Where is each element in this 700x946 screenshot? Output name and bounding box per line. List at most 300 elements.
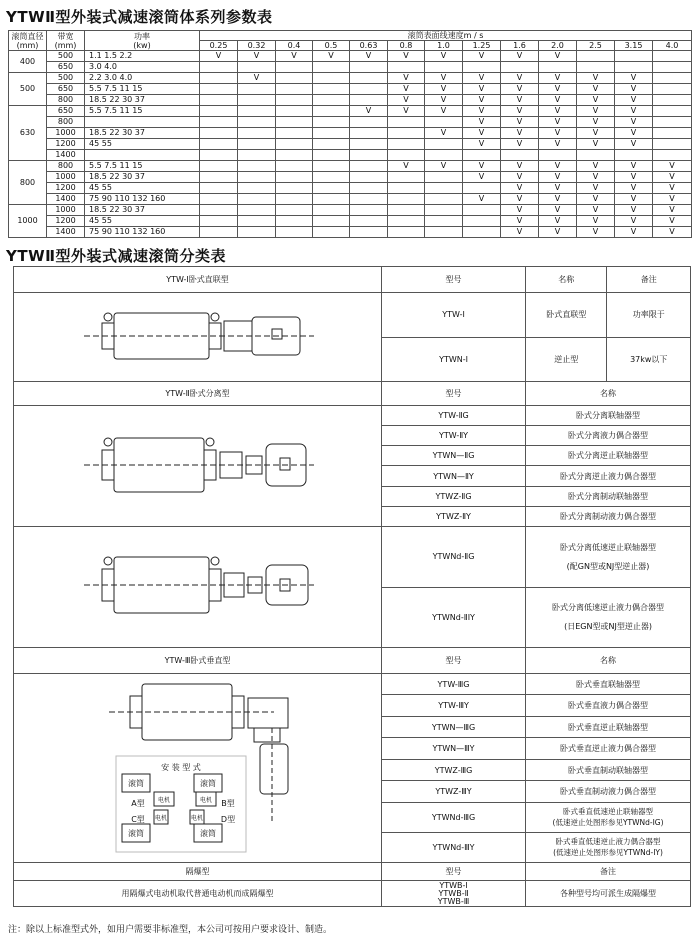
speed-mark-cell [313, 106, 350, 117]
speed-mark-cell: V [577, 227, 615, 238]
speed-mark-cell [276, 150, 313, 161]
speed-mark-cell [276, 62, 313, 73]
speed-mark-cell [350, 227, 388, 238]
drawing-low-speed-backstop [14, 527, 382, 648]
speed-mark-cell [425, 216, 463, 227]
speed-mark-cell: V [653, 227, 692, 238]
speed-mark-cell [350, 161, 388, 172]
belt-cell: 650 [47, 62, 85, 73]
speed-mark-cell: V [501, 139, 539, 150]
s2-name-5: 卧式分离制动液力偶合器型 [526, 506, 691, 526]
speed-mark-cell [425, 117, 463, 128]
speed-mark-cell: V [463, 194, 501, 205]
header-diameter: 滚筒直径 (mm) [9, 31, 47, 51]
speed-mark-cell [388, 172, 425, 183]
belt-cell: 650 [47, 106, 85, 117]
speed-mark-cell [350, 139, 388, 150]
power-cell: 18.5 22 30 37 [85, 172, 200, 183]
section4-title: 隔爆型 [14, 863, 382, 881]
speed-mark-cell [653, 73, 692, 84]
speed-mark-cell: V [276, 51, 313, 62]
power-cell: 75 90 110 132 160 [85, 227, 200, 238]
param-row [9, 139, 692, 150]
s2-model-2: YTWN—ⅡG [382, 446, 526, 466]
speed-mark-cell: V [615, 128, 653, 139]
speed-mark-cell [350, 216, 388, 227]
s2b-name-0: 卧式分离低速逆止联轴器型 (配GN型或NJ型逆止器) [526, 527, 691, 588]
param-row [9, 150, 692, 161]
section3-header-model: 型号 [382, 648, 526, 674]
belt-cell: 1400 [47, 194, 85, 205]
install-motor-c: 电机 [154, 815, 168, 822]
speed-mark-cell [276, 161, 313, 172]
s2-name-2: 卧式分离逆止联轴器型 [526, 446, 691, 466]
power-cell: 45 55 [85, 216, 200, 227]
s3-model-3: YTWN—ⅢY [382, 738, 526, 759]
param-row [9, 73, 692, 84]
speed-mark-cell [388, 128, 425, 139]
speed-mark-cell: V [200, 51, 238, 62]
speed-mark-cell: V [501, 95, 539, 106]
speed-mark-cell [200, 216, 238, 227]
speed-mark-cell [615, 150, 653, 161]
speed-mark-cell [350, 183, 388, 194]
param-row [9, 95, 692, 106]
power-cell: 45 55 [85, 183, 200, 194]
speed-mark-cell: V [615, 227, 653, 238]
speed-mark-cell [200, 128, 238, 139]
section4-desc: 用隔爆式电动机取代普通电动机而成隔爆型 [14, 881, 382, 907]
speed-mark-cell [238, 95, 276, 106]
speed-mark-cell: V [463, 51, 501, 62]
drawing-horizontal-separate [14, 406, 382, 527]
speed-mark-cell [577, 51, 615, 62]
speed-mark-cell [350, 128, 388, 139]
speed-mark-cell: V [463, 139, 501, 150]
param-row [9, 172, 692, 183]
speed-mark-cell [653, 84, 692, 95]
speed-mark-cell: V [388, 73, 425, 84]
s1-name-0: 卧式直联型 [526, 293, 607, 338]
speed-mark-cell: V [425, 128, 463, 139]
speed-mark-cell [313, 161, 350, 172]
speed-mark-cell: V [577, 216, 615, 227]
install-drum-c: 滚筒 [128, 829, 144, 838]
power-cell [85, 150, 200, 161]
speed-mark-cell: V [615, 194, 653, 205]
s3-name-3: 卧式垂直逆止液力偶合器型 [526, 738, 691, 759]
speed-mark-cell [350, 172, 388, 183]
diameter-cell: 630 [9, 106, 47, 161]
s2-model-1: YTW-ⅡY [382, 426, 526, 446]
speed-header: 0.4 [276, 41, 313, 51]
speed-mark-cell [276, 172, 313, 183]
speed-mark-cell [313, 183, 350, 194]
s3b-model-0: YTWNd-ⅢG [382, 802, 526, 832]
diameter-cell: 500 [9, 73, 47, 106]
speed-header: 3.15 [615, 41, 653, 51]
install-label-a: A型 [131, 799, 145, 808]
speed-mark-cell: V [577, 183, 615, 194]
speed-mark-cell: V [501, 51, 539, 62]
power-cell: 5.5 7.5 11 15 [85, 106, 200, 117]
speed-mark-cell: V [539, 172, 577, 183]
speed-mark-cell [425, 205, 463, 216]
speed-mark-cell [425, 183, 463, 194]
speed-mark-cell: V [653, 216, 692, 227]
speed-mark-cell [350, 62, 388, 73]
speed-mark-cell: V [615, 161, 653, 172]
speed-mark-cell [238, 227, 276, 238]
speed-mark-cell [615, 62, 653, 73]
speed-mark-cell [200, 95, 238, 106]
speed-mark-cell [313, 95, 350, 106]
speed-header: 4.0 [653, 41, 692, 51]
speed-mark-cell [653, 150, 692, 161]
speed-mark-cell [276, 95, 313, 106]
speed-mark-cell [200, 106, 238, 117]
belt-cell: 1000 [47, 172, 85, 183]
speed-mark-cell: V [463, 106, 501, 117]
speed-mark-cell: V [501, 128, 539, 139]
speed-mark-cell: V [539, 205, 577, 216]
speed-mark-cell [200, 183, 238, 194]
speed-mark-cell [425, 62, 463, 73]
speed-mark-cell: V [425, 161, 463, 172]
diameter-cell: 800 [9, 161, 47, 205]
speed-mark-cell [388, 150, 425, 161]
speed-mark-cell: V [463, 161, 501, 172]
speed-mark-cell [463, 150, 501, 161]
speed-mark-cell: V [615, 183, 653, 194]
speed-mark-cell: V [653, 194, 692, 205]
speed-mark-cell: V [388, 51, 425, 62]
speed-mark-cell [425, 227, 463, 238]
speed-mark-cell [313, 73, 350, 84]
speed-mark-cell: V [539, 216, 577, 227]
speed-mark-cell [276, 194, 313, 205]
speed-mark-cell [350, 73, 388, 84]
belt-cell: 1200 [47, 183, 85, 194]
section2-header-model: 型号 [382, 382, 526, 406]
param-row [9, 51, 692, 62]
section4-header-model: 型号 [382, 863, 526, 881]
speed-mark-cell: V [653, 205, 692, 216]
install-drum-a: 滚筒 [128, 779, 144, 788]
speed-mark-cell: V [539, 51, 577, 62]
speed-mark-cell [653, 139, 692, 150]
belt-cell: 650 [47, 84, 85, 95]
speed-mark-cell: V [501, 205, 539, 216]
power-cell: 1.1 1.5 2.2 [85, 51, 200, 62]
speed-mark-cell [388, 183, 425, 194]
classification-table [13, 266, 691, 907]
speed-mark-cell [577, 62, 615, 73]
s3b-model-1: YTWNd-ⅢY [382, 832, 526, 862]
speed-header: 0.25 [200, 41, 238, 51]
power-cell: 18.5 22 30 37 [85, 205, 200, 216]
speed-mark-cell [350, 84, 388, 95]
speed-mark-cell: V [615, 106, 653, 117]
speed-mark-cell [238, 62, 276, 73]
speed-mark-cell [238, 106, 276, 117]
speed-mark-cell: V [463, 128, 501, 139]
speed-mark-cell: V [463, 95, 501, 106]
s3-model-5: YTWZ-ⅢY [382, 781, 526, 802]
speed-mark-cell [653, 117, 692, 128]
speed-mark-cell: V [388, 106, 425, 117]
power-cell: 5.5 7.5 11 15 [85, 161, 200, 172]
s3-model-0: YTW-ⅢG [382, 674, 526, 695]
install-motor-a: 电机 [157, 797, 171, 804]
speed-mark-cell [388, 117, 425, 128]
speed-mark-cell: V [615, 216, 653, 227]
speed-mark-cell [463, 183, 501, 194]
speed-mark-cell [350, 205, 388, 216]
speed-mark-cell: V [539, 194, 577, 205]
speed-mark-cell: V [615, 95, 653, 106]
speed-mark-cell: V [577, 205, 615, 216]
power-cell: 18.5 22 30 37 [85, 128, 200, 139]
speed-mark-cell [200, 227, 238, 238]
s1-note-1: 37kw以下 [607, 337, 691, 382]
speed-mark-cell [200, 84, 238, 95]
speed-mark-cell: V [615, 84, 653, 95]
speed-mark-cell [200, 139, 238, 150]
install-drum-b: 滚筒 [200, 779, 216, 788]
speed-mark-cell [388, 216, 425, 227]
s3-name-5: 卧式垂直制动液力偶合器型 [526, 781, 691, 802]
speed-mark-cell [313, 139, 350, 150]
speed-mark-cell [238, 194, 276, 205]
speed-mark-cell [313, 117, 350, 128]
speed-mark-cell [313, 216, 350, 227]
header-power: 功率 (kw) [85, 31, 200, 51]
param-row [9, 106, 692, 117]
speed-mark-cell: V [501, 183, 539, 194]
param-row [9, 205, 692, 216]
speed-mark-cell [501, 62, 539, 73]
speed-mark-cell: V [313, 51, 350, 62]
param-row [9, 62, 692, 73]
speed-mark-cell: V [501, 73, 539, 84]
power-cell: 2.2 3.0 4.0 [85, 73, 200, 84]
speed-mark-cell [653, 95, 692, 106]
speed-mark-cell: V [388, 84, 425, 95]
header-belt-width: 带宽 (mm) [47, 31, 85, 51]
power-cell: 18.5 22 30 37 [85, 95, 200, 106]
param-row [9, 227, 692, 238]
section3-header-name: 名称 [526, 648, 691, 674]
speed-mark-cell: V [463, 117, 501, 128]
speed-mark-cell [313, 227, 350, 238]
s2-model-0: YTW-ⅡG [382, 406, 526, 426]
speed-mark-cell [200, 194, 238, 205]
power-cell: 75 90 110 132 160 [85, 194, 200, 205]
belt-cell: 800 [47, 95, 85, 106]
speed-mark-cell [276, 183, 313, 194]
param-row [9, 161, 692, 172]
speed-mark-cell [313, 194, 350, 205]
speed-mark-cell [425, 150, 463, 161]
install-label-b: B型 [221, 799, 235, 808]
header-speed: 滚筒表面线速度m / s [200, 31, 692, 41]
speed-mark-cell: V [501, 227, 539, 238]
speed-mark-cell: V [501, 216, 539, 227]
belt-cell: 1000 [47, 205, 85, 216]
footnote: 注：除以上标准型式外，如用户需要非标准型，本公司可按用户要求设计、制造。 [8, 925, 333, 935]
speed-mark-cell [615, 51, 653, 62]
param-table-title: YTWⅡ型外装式减速滚筒体系列参数表 [6, 8, 273, 26]
speed-header: 0.63 [350, 41, 388, 51]
speed-mark-cell [350, 150, 388, 161]
speed-mark-cell: V [388, 161, 425, 172]
install-label-d: D型 [220, 815, 236, 824]
belt-cell: 500 [47, 73, 85, 84]
speed-mark-cell [425, 139, 463, 150]
speed-mark-cell: V [539, 139, 577, 150]
speed-mark-cell [276, 227, 313, 238]
install-title: 安 装 型 式 [161, 763, 201, 772]
speed-mark-cell: V [425, 51, 463, 62]
s2b-model-1: YTWNd-ⅡIY [382, 587, 526, 648]
param-table [8, 30, 692, 238]
speed-mark-cell: V [463, 84, 501, 95]
section2-title: YTW-Ⅱ卧式分离型 [14, 382, 382, 406]
s2-name-1: 卧式分离液力偶合器型 [526, 426, 691, 446]
s3b-name-0: 卧式垂直低速逆止联轴器型 (低速逆止处图形参见YTWNd-IG) [526, 802, 691, 832]
speed-mark-cell: V [501, 84, 539, 95]
param-row [9, 84, 692, 95]
speed-mark-cell [276, 106, 313, 117]
speed-mark-cell: V [539, 84, 577, 95]
speed-mark-cell: V [577, 194, 615, 205]
speed-mark-cell [425, 172, 463, 183]
speed-mark-cell [313, 172, 350, 183]
param-row [9, 117, 692, 128]
belt-cell: 800 [47, 117, 85, 128]
speed-mark-cell: V [425, 95, 463, 106]
install-drum-d: 滚筒 [200, 829, 216, 838]
speed-mark-cell: V [615, 117, 653, 128]
belt-cell: 1200 [47, 216, 85, 227]
speed-mark-cell [539, 150, 577, 161]
speed-mark-cell [238, 128, 276, 139]
param-row [9, 194, 692, 205]
drawing-vertical [14, 674, 382, 863]
speed-mark-cell: V [653, 161, 692, 172]
speed-mark-cell: V [539, 95, 577, 106]
speed-mark-cell: V [577, 128, 615, 139]
speed-mark-cell: V [463, 172, 501, 183]
speed-header: 0.5 [313, 41, 350, 51]
speed-mark-cell: V [501, 117, 539, 128]
power-cell: 3.0 4.0 [85, 62, 200, 73]
speed-header: 2.5 [577, 41, 615, 51]
speed-mark-cell [200, 62, 238, 73]
drawing-horizontal-direct [14, 293, 382, 382]
s2b-model-0: YTWNd-ⅡG [382, 527, 526, 588]
s2-model-3: YTWN—ⅡY [382, 466, 526, 486]
speed-mark-cell [313, 84, 350, 95]
speed-mark-cell: V [577, 172, 615, 183]
section2-header-name: 名称 [526, 382, 691, 406]
speed-mark-cell: V [539, 73, 577, 84]
speed-mark-cell: V [425, 84, 463, 95]
speed-mark-cell: V [615, 73, 653, 84]
s2-model-4: YTWZ-ⅡG [382, 486, 526, 506]
speed-mark-cell: V [501, 194, 539, 205]
speed-mark-cell [238, 139, 276, 150]
speed-mark-cell [200, 73, 238, 84]
param-row [9, 183, 692, 194]
speed-mark-cell [388, 227, 425, 238]
speed-mark-cell: V [577, 139, 615, 150]
speed-mark-cell: V [501, 106, 539, 117]
s1-model-1: YTWN-Ⅰ [382, 337, 526, 382]
belt-cell: 1400 [47, 227, 85, 238]
speed-mark-cell: V [501, 172, 539, 183]
speed-mark-cell [388, 62, 425, 73]
s2b-name-1: 卧式分离低速逆止液力偶合器型 (日EGN型或NJ型逆止器) [526, 587, 691, 648]
speed-mark-cell: V [425, 106, 463, 117]
speed-mark-cell [653, 51, 692, 62]
speed-mark-cell [200, 150, 238, 161]
section1-header-note: 备注 [607, 267, 691, 293]
speed-mark-cell: V [653, 172, 692, 183]
speed-mark-cell: V [388, 95, 425, 106]
speed-mark-cell [653, 128, 692, 139]
speed-mark-cell [350, 117, 388, 128]
section4-models: YTWB-Ⅰ YTWB-Ⅱ YTWB-Ⅲ [382, 881, 526, 907]
speed-mark-cell [276, 139, 313, 150]
speed-mark-cell: V [615, 172, 653, 183]
speed-mark-cell [388, 139, 425, 150]
speed-mark-cell [539, 62, 577, 73]
speed-mark-cell: V [539, 106, 577, 117]
belt-cell: 1000 [47, 128, 85, 139]
param-row [9, 128, 692, 139]
speed-mark-cell: V [539, 183, 577, 194]
speed-mark-cell [238, 150, 276, 161]
speed-mark-cell: V [350, 106, 388, 117]
s3-name-0: 卧式垂直联轴器型 [526, 674, 691, 695]
speed-mark-cell: V [238, 73, 276, 84]
speed-mark-cell: V [238, 51, 276, 62]
section1-header-model: 型号 [382, 267, 526, 293]
section1-header-name: 名称 [526, 267, 607, 293]
s2-name-4: 卧式分离制动联轴器型 [526, 486, 691, 506]
speed-mark-cell [463, 62, 501, 73]
speed-mark-cell [200, 161, 238, 172]
speed-header: 2.0 [539, 41, 577, 51]
s3b-name-1: 卧式垂直低速逆止液力偶合器型 (低速逆止处图形参见YTWNd-IY) [526, 832, 691, 862]
s3-model-2: YTWN—ⅢG [382, 716, 526, 737]
speed-mark-cell: V [463, 73, 501, 84]
power-cell [85, 117, 200, 128]
speed-header: 1.25 [463, 41, 501, 51]
s3-name-1: 卧式垂直液力偶合器型 [526, 695, 691, 716]
speed-mark-cell: V [539, 117, 577, 128]
speed-mark-cell: V [577, 106, 615, 117]
speed-mark-cell [200, 117, 238, 128]
speed-mark-cell [501, 150, 539, 161]
speed-mark-cell [388, 205, 425, 216]
power-cell: 5.5 7.5 11 15 [85, 84, 200, 95]
speed-mark-cell [653, 106, 692, 117]
speed-mark-cell: V [653, 183, 692, 194]
speed-mark-cell [463, 205, 501, 216]
